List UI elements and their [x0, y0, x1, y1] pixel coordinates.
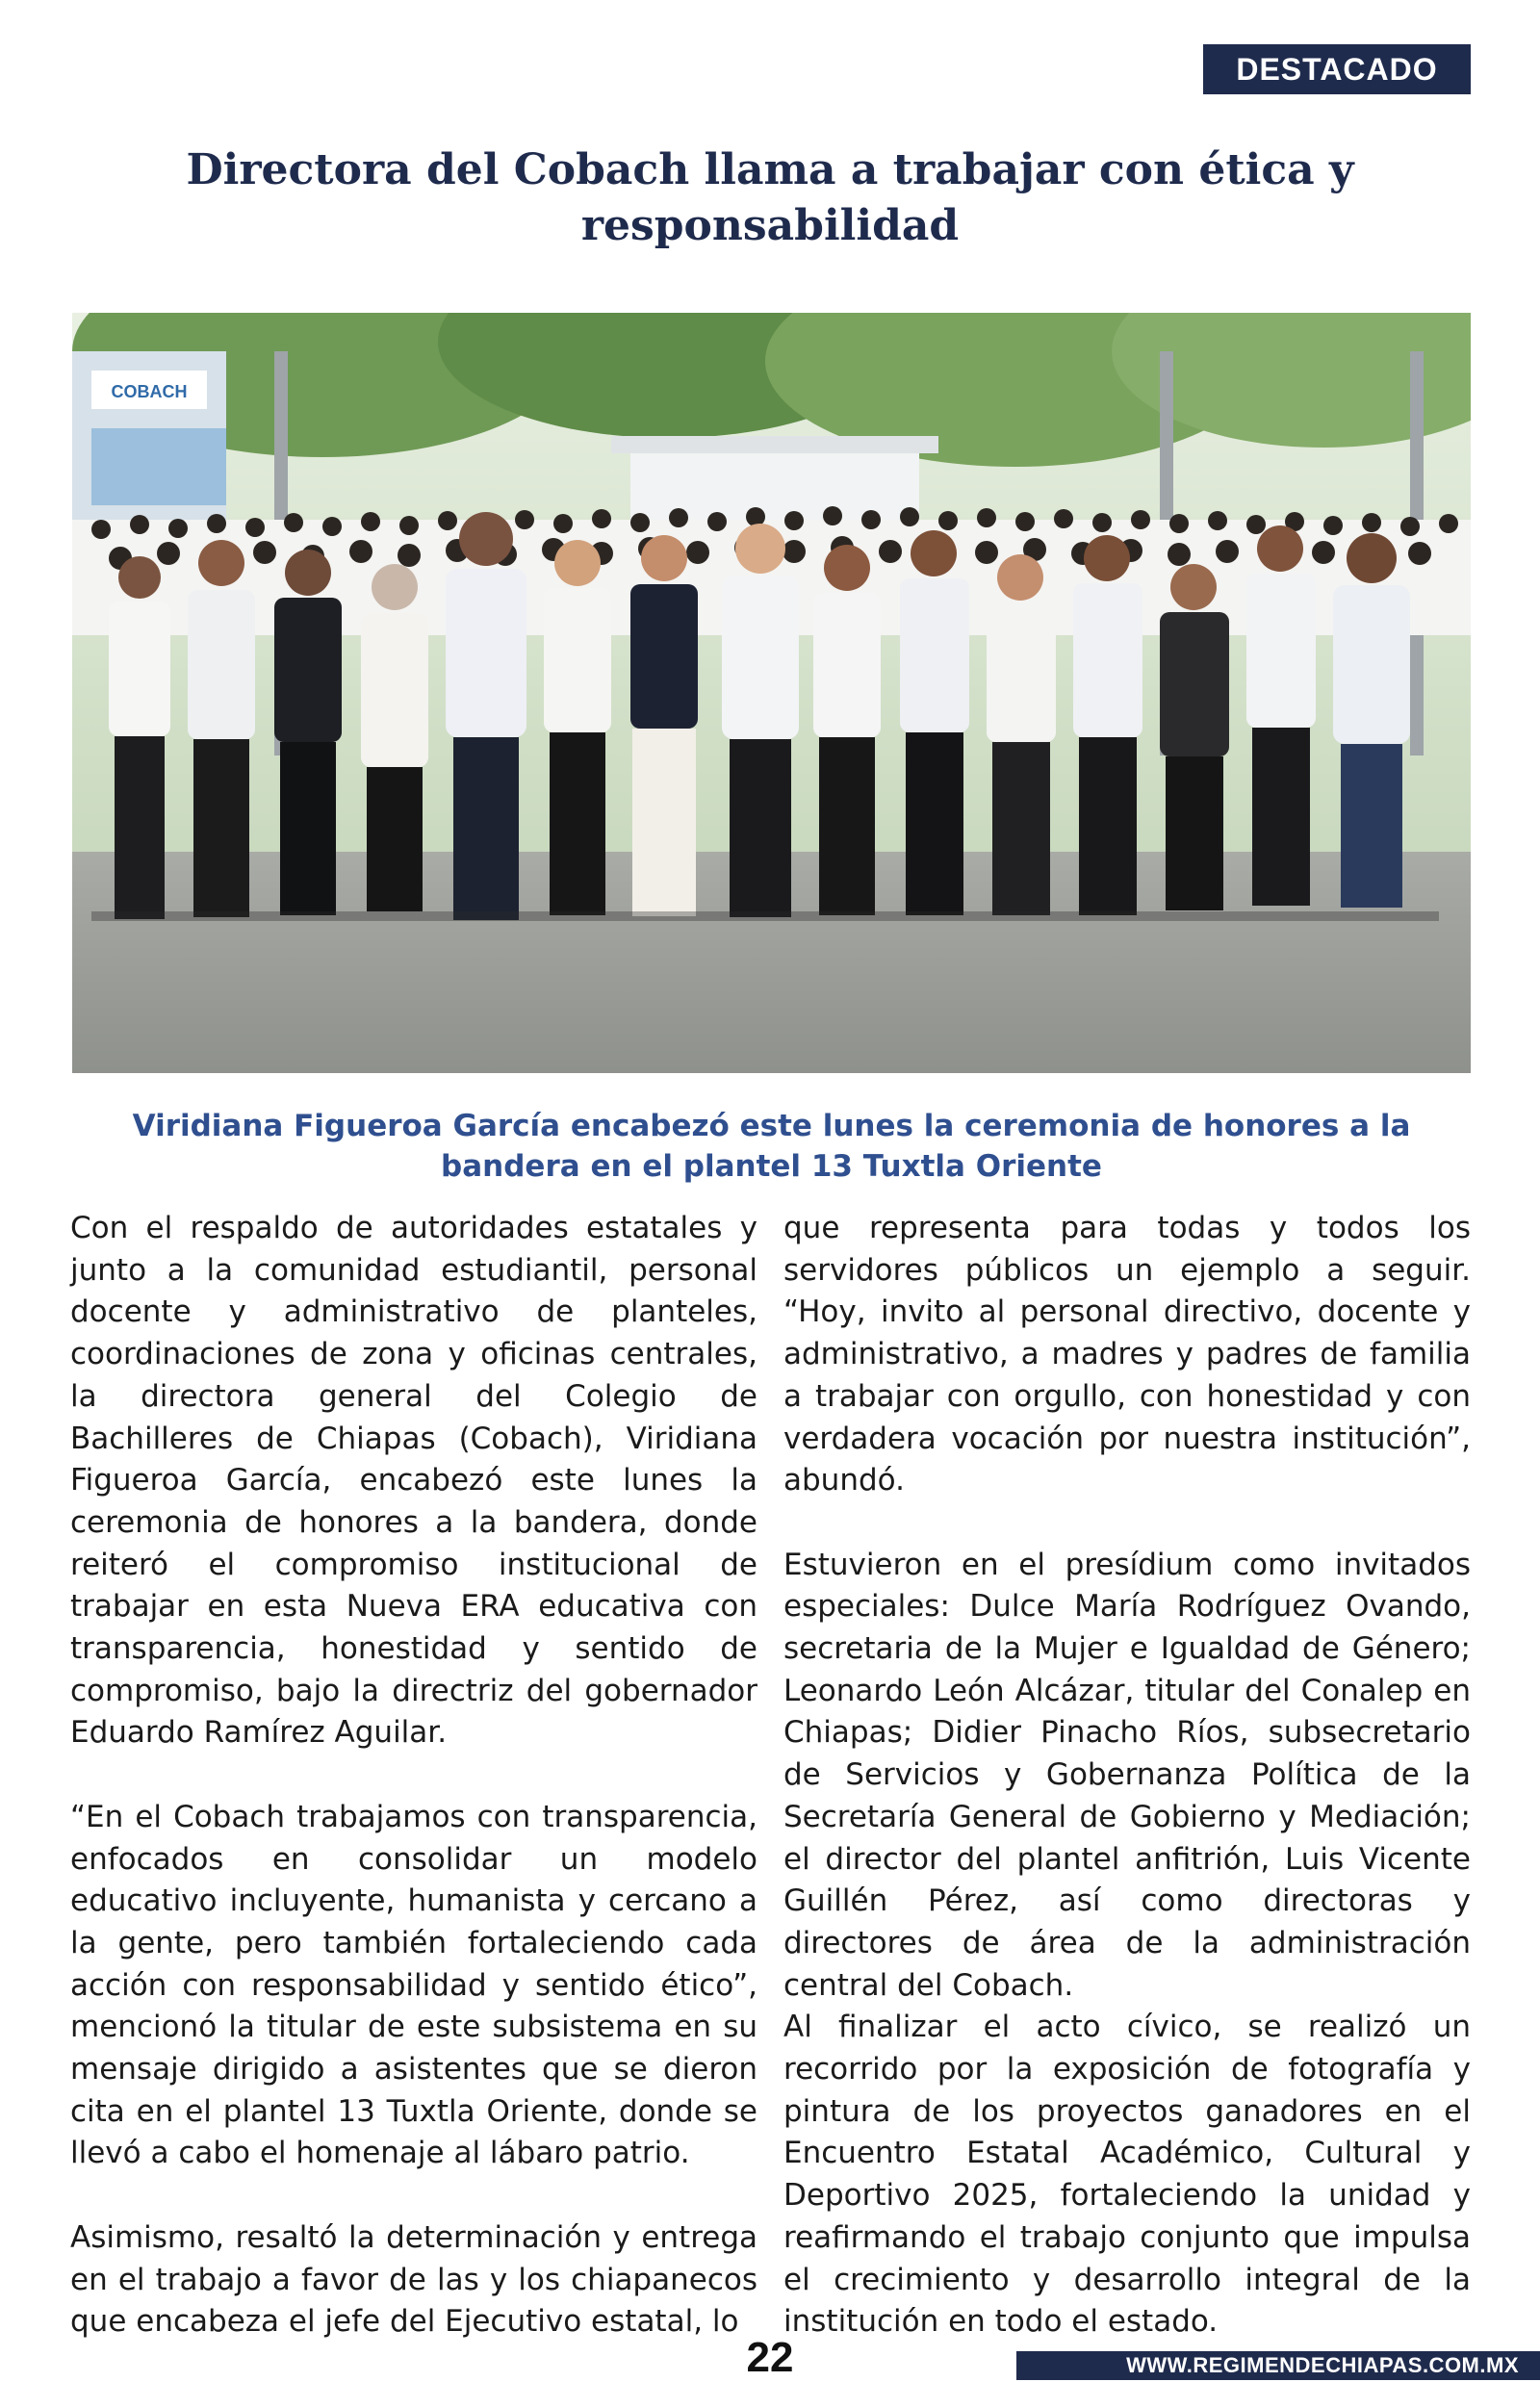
- cobach-sign-text: COBACH: [111, 382, 188, 401]
- paragraph: “En el Cobach trabajamos con transparencia, enfocados en consolidar un modelo educativo incluyente, humanista y cercano a la gente, pero también fortaleciendo cada acción con responsabilidad y sentido ético”, mencionó la titular de este subsistema en su mensaje dirigido a asistentes que se dieron cita en el plantel 13 Tuxtla Oriente, donde se llevó a cabo el homenaje al lábaro patrio.: [70, 1799, 757, 2171]
- paragraph: Al finalizar el acto cívico, se realizó un recorrido por la exposición de fotografía y pintura de los proyectos ganadores en el Encuentro Estatal Académico, Cultural y Deportivo 2025, fortaleciendo la unidad y reafirmando el trabajo conjunto que impulsa el crecimiento y desarrollo integral de la institución en todo el estado.: [783, 2010, 1471, 2340]
- paragraph: Asimismo, resaltó la determinación y entrega en el trabajo a favor de las y los chiapanecos que encabeza el jefe del Ejecutivo estatal, lo: [70, 2219, 757, 2340]
- group-photo: [72, 313, 1471, 1073]
- article-column-right: [783, 1208, 1471, 2344]
- paragraph: Estuvieron en el presídium como invitados especiales: Dulce María Rodríguez Ovando, secretaria de la Mujer e Igualdad de Género; Leonardo León Alcázar, titular del Conalep en Chiapas; Didier Pinacho Ríos, subsecretario de Servicios y Gobernanza Política de la Secretaría General de Gobierno y Mediación; el director del plantel anfitrión, Luis Vicente Guillén Pérez, así como directoras y directores de área de la administración central del Cobach.: [783, 1547, 1471, 2003]
- paragraph: que representa para todas y todos los servidores públicos un ejemplo a seguir. “Hoy, invito al personal directivo, docente y administrativo, a madres y padres de familia a trabajar con orgullo, con honestidad y con verdadera vocación por nuestra institución”, abundó.: [783, 1211, 1471, 1498]
- headline: Directora del Cobach llama a trabajar con ética y responsabilidad: [186, 145, 1354, 250]
- article-column-left: [70, 1208, 757, 2344]
- footer-url: WWW.REGIMENDECHIAPAS.COM.MX: [1016, 2351, 1540, 2380]
- section-tag: DESTACADO: [1203, 44, 1471, 94]
- paragraph: Con el respaldo de autoridades estatales y junto a la comunidad estudiantil, personal docente y administrativo de planteles, coordinaciones de zona y oficinas centrales, la directora general del Colegio de Bachilleres de Chiapas (Cobach), Viridiana Figueroa García, encabezó este lunes la ceremonia de honores a la bandera, donde reiteró el compromiso institucional de trabajar en esta Nueva ERA educativa con transparencia, honestidad y sentido de compromiso, bajo la directriz del gobernador Eduardo Ramírez Aguilar.: [70, 1211, 757, 1751]
- photo-caption: Viridiana Figueroa García encabezó este lunes la ceremonia de honores a la bandera en el plantel 13 Tuxtla Oriente: [132, 1109, 1411, 1184]
- page-number: 22: [746, 2334, 794, 2381]
